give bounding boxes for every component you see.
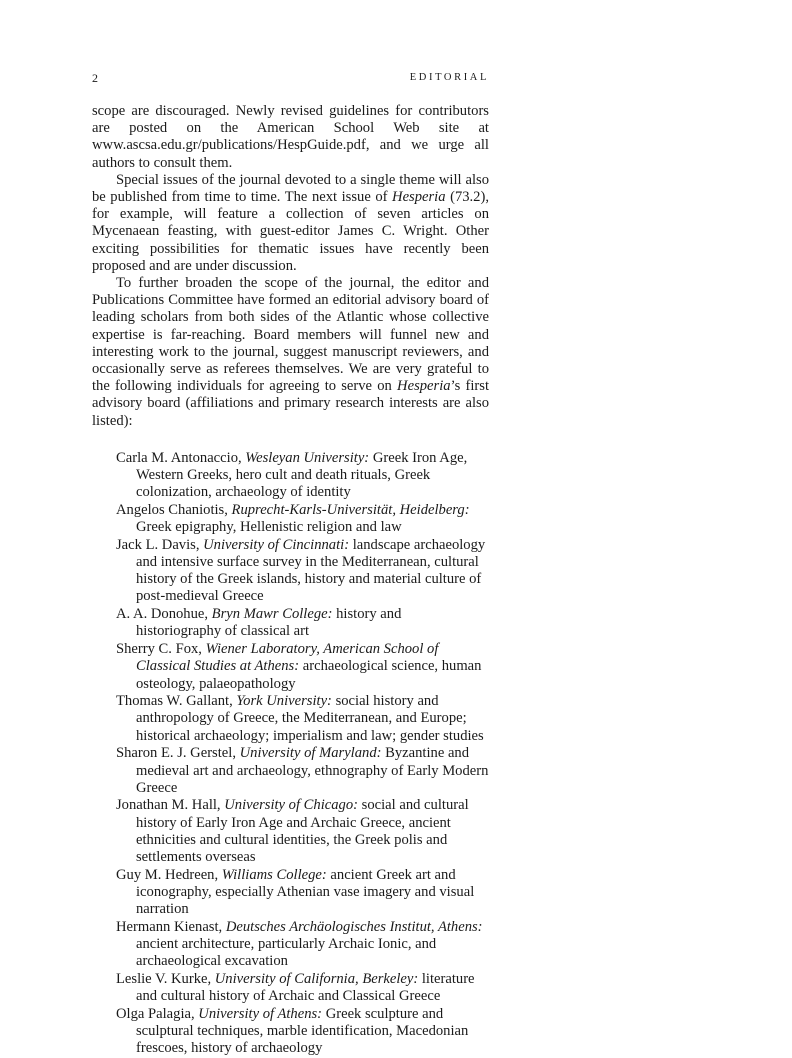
member-name: Olga Palagia, xyxy=(116,1005,199,1022)
member-interests: landscape archaeology and intensive surface survey in the Mediterranean, cultural history of the Greek islands, history and material culture of post-medieval Greece xyxy=(136,536,486,605)
board-member xyxy=(116,919,489,971)
board-member xyxy=(116,641,489,693)
paragraph-text: To further broaden the scope of the journal, the editor and Publications Committee have formed an editorial advisory board of leading scholars from both sides of the Atlantic whose collective expertise is far-reaching. Board members will funnel new and interesting work to the journal, suggest manuscript reviewers, and occasionally serve as referees themselves. We are very grateful to the following individuals for agreeing to serve on xyxy=(92,275,489,395)
member-affiliation: University of Athens: xyxy=(198,1005,323,1022)
member-interests: ancient architecture, particularly Archaic Ionic, and archaeological excavation xyxy=(136,936,437,970)
member-affiliation: University of Maryland: xyxy=(239,745,382,762)
member-name: Guy M. Hedreen, xyxy=(116,866,222,883)
member-interests: archaeological science, human osteology, palaeopathology xyxy=(136,658,482,692)
member-interests: history and historiography of classical art xyxy=(136,606,402,640)
journal-title: Hesperia xyxy=(397,378,451,395)
member-interests: Byzantine and medieval art and archaeology, ethnography of Early Modern Greece xyxy=(136,745,489,796)
journal-title: Hesperia xyxy=(392,189,446,206)
board-member xyxy=(116,693,489,745)
paragraph-text: ’s first advisory board (affiliations and primary research interests are also listed): xyxy=(92,378,490,429)
paragraph-advisory-board xyxy=(92,275,489,430)
member-name: Leslie V. Kurke, xyxy=(116,970,215,987)
member-affiliation: Bryn Mawr College: xyxy=(211,606,333,623)
board-member xyxy=(116,745,489,797)
member-interests: Greek sculpture and sculptural techniques, marble identification, Macedonian frescoes, history of archaeology xyxy=(136,1005,469,1057)
paragraph-special-issues xyxy=(92,172,489,275)
board-member xyxy=(116,450,489,502)
member-name: Thomas W. Gallant, xyxy=(116,693,237,710)
section-title: EDITORIAL xyxy=(409,72,489,83)
member-affiliation: Wesleyan University: xyxy=(245,449,370,466)
page-number: 2 xyxy=(92,71,98,85)
member-affiliation: Ruprecht-Karls-Universität, Heidelberg: xyxy=(231,501,470,518)
paragraph-text: (73.2), for example, will feature a collection of seven articles on Mycenaean feasting, with guest-editor James C. Wright. Other exciting possibilities for thematic issues have recently been proposed and are under discussion. xyxy=(92,189,489,274)
board-member xyxy=(116,537,489,606)
advisory-board-list xyxy=(92,450,489,1058)
board-member xyxy=(116,971,489,1005)
member-affiliation: University of California, Berkeley: xyxy=(214,970,419,987)
board-member xyxy=(116,606,489,640)
paragraph-guidelines xyxy=(92,103,489,172)
member-affiliation: Deutsches Archäologisches Institut, Athens: xyxy=(225,918,483,935)
member-name: Sherry C. Fox, xyxy=(116,641,206,658)
member-interests: Greek epigraphy, Hellenistic religion and law xyxy=(136,519,402,536)
member-name: A. A. Donohue, xyxy=(116,606,212,623)
member-interests: social and cultural history of Early Iron Age and Archaic Greece, ancient ethnicities and cultural identities, the Greek polis and settlements overseas xyxy=(136,797,469,866)
member-name: Sharon E. J. Gerstel, xyxy=(116,745,240,762)
board-member xyxy=(116,1006,489,1058)
member-affiliation: University of Cincinnati: xyxy=(203,536,350,553)
member-name: Hermann Kienast, xyxy=(116,918,226,935)
member-affiliation: York University: xyxy=(236,693,332,710)
board-member xyxy=(116,867,489,919)
member-name: Carla M. Antonaccio, xyxy=(116,449,246,466)
board-member xyxy=(116,502,489,536)
paragraph-text: scope are discouraged. Newly revised guidelines for contributors are posted on the American School Web site at www.ascsa.edu.gr/publications/HespGuide.pdf, and we urge all authors to consult them. xyxy=(92,103,489,171)
member-name: Jonathan M. Hall, xyxy=(116,797,225,814)
member-affiliation: Wiener Laboratory, American School of Classical Studies at Athens: xyxy=(136,641,439,675)
member-interests: ancient Greek art and iconography, especially Athenian vase imagery and visual narration xyxy=(136,866,475,918)
body-text xyxy=(92,103,489,1058)
member-name: Angelos Chaniotis, xyxy=(116,501,232,518)
member-interests: literature and cultural history of Archaic and Classical Greece xyxy=(136,970,475,1005)
paragraph-text: Special issues of the journal devoted to a single theme will also be published from time to time. The next issue of xyxy=(92,171,489,206)
member-affiliation: University of Chicago: xyxy=(224,797,358,814)
member-affiliation: Williams College: xyxy=(221,866,327,883)
member-interests: Greek Iron Age, Western Greeks, hero cult and death rituals, Greek colonization, archaeology of identity xyxy=(136,449,468,501)
board-member xyxy=(116,797,489,866)
member-name: Jack L. Davis, xyxy=(116,536,204,553)
member-interests: social history and anthropology of Greece, the Mediterranean, and Europe; historical archaeology; imperialism and law; gender studies xyxy=(136,693,484,744)
